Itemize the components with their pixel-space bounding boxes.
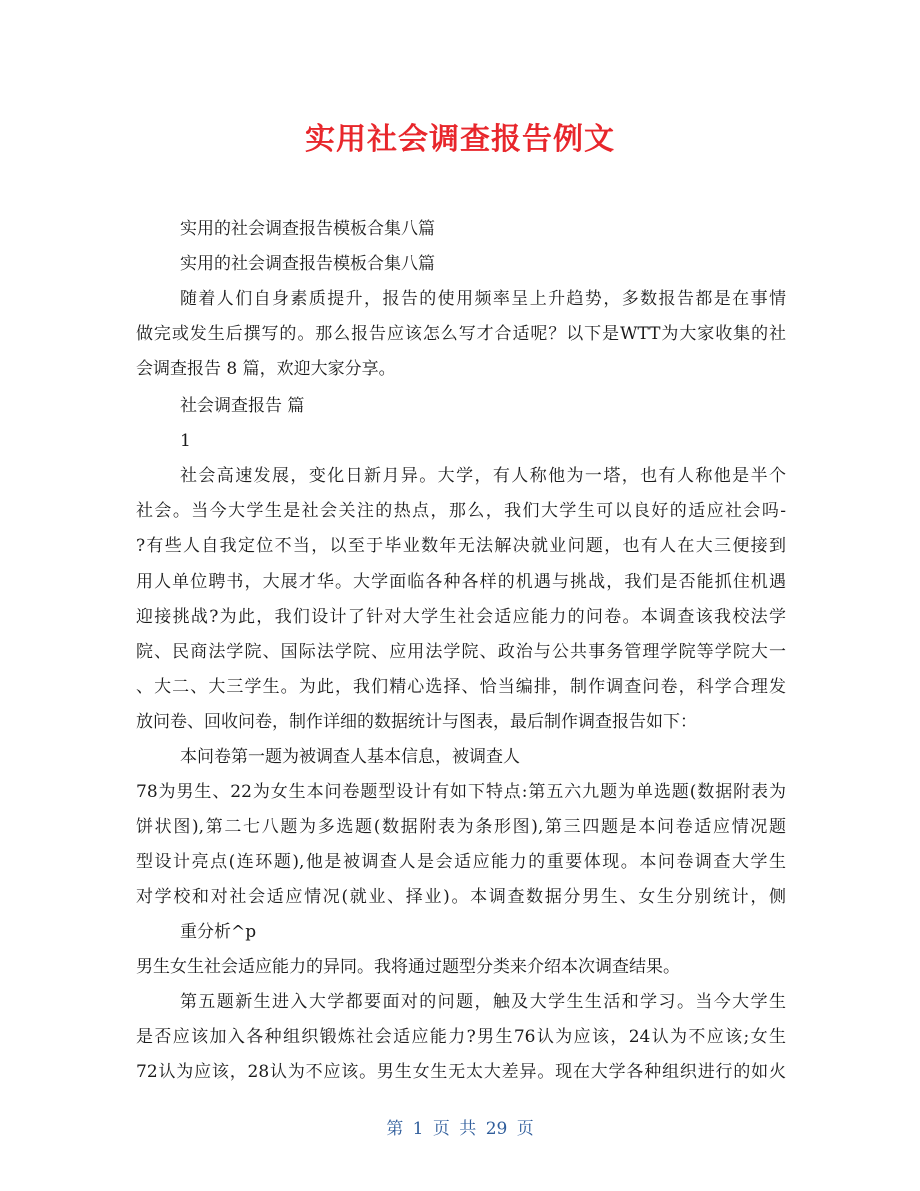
text-line: 用人单位聘书，大展才华。大学面临各种各样的机遇与挑战，我们是否能抓住机遇 bbox=[136, 572, 786, 592]
text-line: 男生女生社会适应能力的异同。我将通过题型分类来介绍本次调查结果。 bbox=[136, 957, 680, 977]
text-line: 、大二、大三学生。为此，我们精心选择、恰当编排，制作调查问卷，科学合理发 bbox=[136, 677, 786, 697]
text-line: 社会调查报告 篇 bbox=[180, 396, 305, 416]
text-line: 72认为应该，28认为不应该。男生女生无太大差异。现在大学各种组织进行的如火 bbox=[136, 1062, 786, 1082]
text-line: 78为男生、22为女生本问卷题型设计有如下特点:第五六九题为单选题(数据附表为 bbox=[136, 782, 786, 802]
text-line: 会调查报告 8 篇，欢迎大家分享。 bbox=[136, 359, 396, 379]
text-line: 1 bbox=[180, 431, 191, 451]
text-line: ?有些人自我定位不当，以至于毕业数年无法解决就业问题，也有人在大三便接到 bbox=[136, 536, 786, 556]
text-line: 对学校和对社会适应情况(就业、择业)。本调查数据分男生、女生分别统计，侧 bbox=[136, 887, 786, 907]
text-line: 随着人们自身素质提升，报告的使用频率呈上升趋势，多数报告都是在事情 bbox=[180, 289, 786, 309]
text-line: 放问卷、回收问卷，制作详细的数据统计与图表，最后制作调查报告如下： bbox=[136, 712, 697, 732]
text-line: 型设计亮点(连环题),他是被调查人是会适应能力的重要体现。本问卷调查大学生 bbox=[136, 852, 786, 872]
text-line: 社会。当今大学生是社会关注的热点，那么，我们大学生可以良好的适应社会吗- bbox=[136, 501, 786, 521]
text-line: 社会高速发展，变化日新月异。大学，有人称他为一塔，也有人称他是半个 bbox=[180, 466, 786, 486]
text-line: 做完或发生后撰写的。那么报告应该怎么写才合适呢？以下是WTT为大家收集的社 bbox=[136, 324, 786, 344]
text-line: 饼状图),第二七八题为多选题(数据附表为条形图),第三四题是本问卷适应情况题 bbox=[136, 817, 786, 837]
text-line: 迎接挑战?为此，我们设计了针对大学生社会适应能力的问卷。本调查该我校法学 bbox=[136, 607, 786, 627]
text-line: 是否应该加入各种组织锻炼社会适应能力?男生76认为应该，24认为不应该;女生 bbox=[136, 1027, 786, 1047]
text-line: 第五题新生进入大学都要面对的问题，触及大学生生活和学习。当今大学生 bbox=[180, 992, 786, 1012]
text-line: 实用的社会调查报告模板合集八篇 bbox=[180, 219, 435, 239]
document-title: 实用社会调查报告例文 bbox=[305, 122, 615, 157]
text-line: 本问卷第一题为被调查人基本信息，被调查人 bbox=[180, 747, 520, 767]
page-footer: 第 1 页 共 29 页 bbox=[386, 1119, 534, 1139]
text-line: 院、民商法学院、国际法学院、应用法学院、政治与公共事务管理学院等学院大一 bbox=[136, 642, 786, 662]
text-line: 实用的社会调查报告模板合集八篇 bbox=[180, 254, 435, 274]
text-line: 重分析^p bbox=[180, 922, 257, 942]
